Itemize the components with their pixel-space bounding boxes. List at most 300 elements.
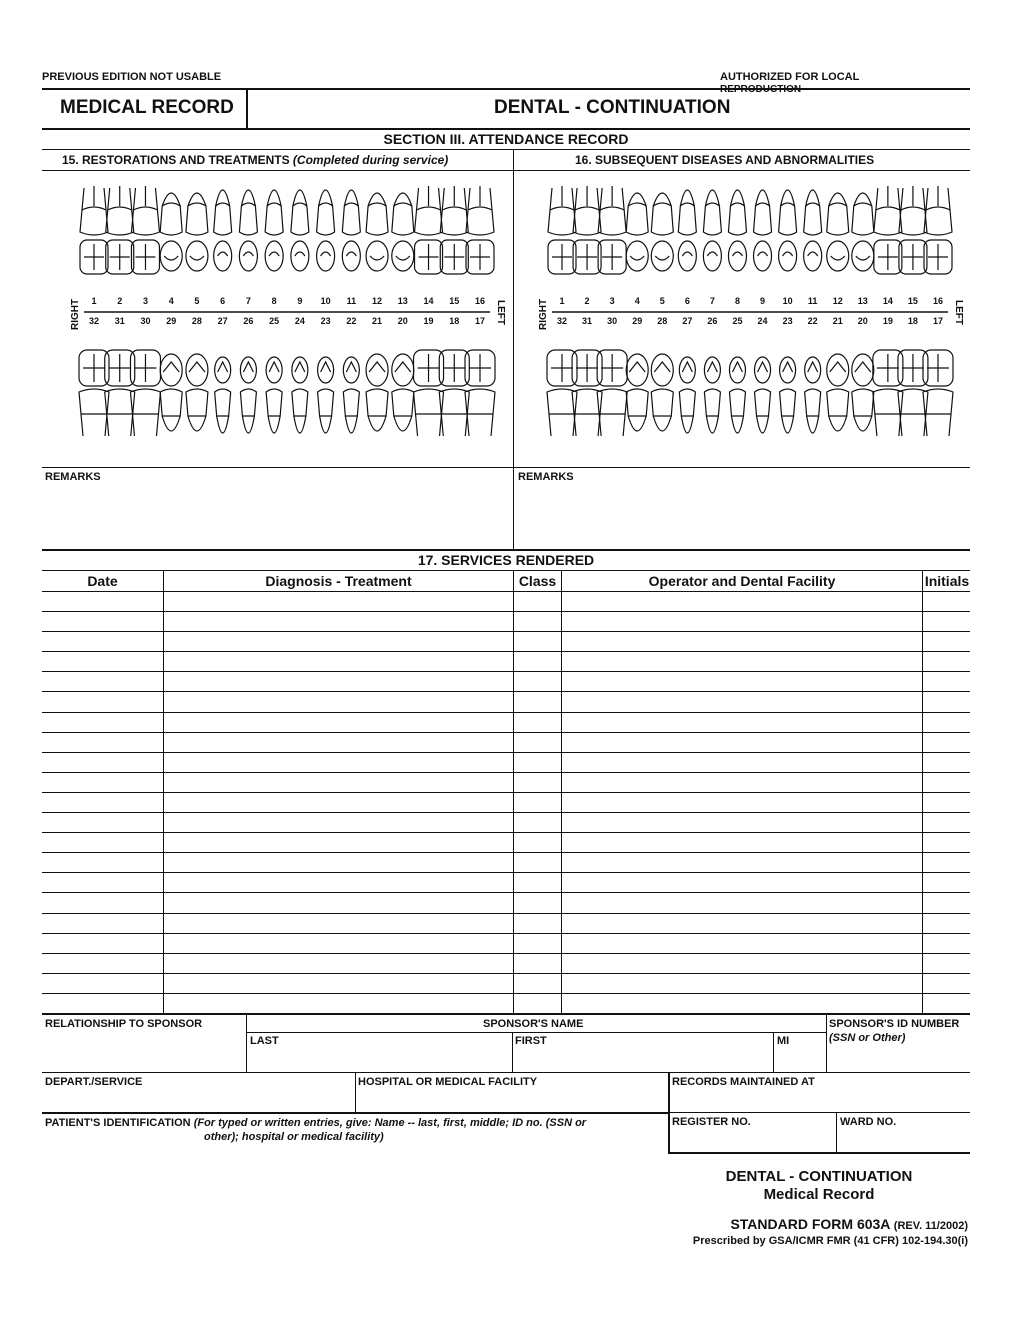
initials-cell[interactable]	[924, 612, 968, 630]
remarks-right-label: REMARKS	[518, 471, 574, 483]
class-cell[interactable]	[515, 652, 559, 670]
upper-crown	[366, 203, 388, 235]
class-cell[interactable]	[515, 974, 559, 992]
date-cell[interactable]	[44, 692, 161, 710]
occlusal-groove	[630, 256, 644, 260]
lower-crown	[392, 389, 414, 416]
date-cell[interactable]	[44, 974, 161, 992]
sponsor-id-field[interactable]	[829, 1046, 969, 1070]
initials-cell[interactable]	[924, 672, 968, 690]
class-cell[interactable]	[515, 793, 559, 811]
occlusal-groove	[682, 252, 692, 256]
upper-tooth-number: 4	[634, 296, 640, 306]
date-cell[interactable]	[44, 612, 161, 630]
initials-cell[interactable]	[924, 592, 968, 610]
incisal-mark	[269, 362, 279, 372]
occlusal-groove	[370, 256, 384, 260]
footer-rule-4	[668, 1152, 970, 1154]
col15-label-text: 15. RESTORATIONS AND TREATMENTS	[62, 153, 290, 167]
initials-cell[interactable]	[924, 833, 968, 851]
lower-root	[875, 414, 901, 436]
operator-cell[interactable]	[563, 592, 920, 610]
mi-label: MI	[777, 1035, 790, 1047]
upper-occlusal-tooth	[852, 241, 874, 271]
lower-tooth-number: 32	[556, 316, 568, 326]
date-cell[interactable]	[44, 672, 161, 690]
class-cell[interactable]	[515, 994, 559, 1012]
class-cell[interactable]	[515, 733, 559, 751]
incisal-mark	[243, 362, 253, 372]
upper-tooth-number: 9	[760, 296, 766, 306]
lower-root	[653, 416, 671, 431]
date-cell[interactable]	[44, 833, 161, 851]
class-cell[interactable]	[515, 954, 559, 972]
lower-root	[681, 416, 693, 433]
occlusal-groove	[269, 252, 279, 256]
class-cell[interactable]	[515, 914, 559, 932]
initials-cell[interactable]	[924, 954, 968, 972]
upper-tooth-number: 7	[709, 296, 715, 306]
lower-tooth-number: 28	[191, 316, 202, 326]
lower-tooth-number: 22	[346, 316, 357, 326]
initials-cell[interactable]	[924, 773, 968, 791]
date-cell[interactable]	[44, 954, 161, 972]
patient-id-note-2: other); hospital or medical facility)	[204, 1131, 384, 1143]
lower-crown	[704, 389, 720, 416]
class-cell[interactable]	[515, 853, 559, 871]
upper-occlusal-tooth	[827, 241, 849, 271]
lower-tooth-number: 24	[757, 316, 768, 326]
patient-id-label	[45, 1117, 586, 1129]
incisal-mark	[855, 362, 871, 372]
upper-occlusal-tooth	[754, 241, 772, 271]
operator-cell[interactable]	[563, 733, 920, 751]
upper-tooth-number: 11	[346, 296, 357, 306]
upper-tooth-number: 14	[423, 296, 434, 306]
incisal-mark	[163, 362, 179, 372]
lower-root	[368, 416, 386, 431]
upper-occlusal-tooth	[160, 241, 182, 271]
lower-occlusal-tooth	[366, 354, 388, 386]
lower-root	[574, 414, 600, 436]
upper-crown	[651, 203, 673, 235]
dental-chart-diseases[interactable]	[514, 172, 970, 464]
diagnosis-cell[interactable]	[165, 753, 511, 771]
upper-occlusal-tooth	[214, 241, 232, 271]
class-cell[interactable]	[515, 753, 559, 771]
class-cell[interactable]	[515, 713, 559, 731]
left-side-label: LEFT	[495, 300, 506, 325]
initials-cell[interactable]	[924, 974, 968, 992]
form-title: DENTAL - CONTINUATION	[494, 97, 731, 118]
upper-tooth-number: 15	[449, 296, 460, 306]
services-title: 17. SERVICES RENDERED	[417, 552, 595, 568]
operator-cell[interactable]	[563, 853, 920, 871]
upper-crown	[239, 203, 257, 235]
operator-cell[interactable]	[563, 974, 920, 992]
upper-occlusal-tooth	[186, 241, 208, 271]
class-cell[interactable]	[515, 632, 559, 650]
lower-tooth-number: 25	[732, 316, 743, 326]
services-top-rule	[42, 549, 970, 551]
incisal-mark	[189, 362, 205, 372]
upper-crown	[415, 207, 443, 235]
diagnosis-cell[interactable]	[165, 672, 511, 690]
remarks-top-rule	[42, 467, 970, 468]
lower-tooth-number: 17	[932, 316, 944, 326]
lower-tooth-number: 21	[832, 316, 843, 326]
operator-cell[interactable]	[563, 652, 920, 670]
lower-root	[188, 416, 206, 431]
upper-crown	[703, 203, 721, 235]
occlusal-groove	[243, 252, 253, 256]
operator-cell[interactable]	[563, 612, 920, 630]
class-cell[interactable]	[515, 893, 559, 911]
lower-tooth-number: 23	[320, 316, 331, 326]
date-cell[interactable]	[44, 632, 161, 650]
hospital-field[interactable]	[358, 1090, 665, 1110]
upper-tooth-number: 5	[659, 296, 665, 306]
upper-crown	[804, 203, 822, 235]
header-divider	[246, 89, 248, 129]
operator-cell[interactable]	[563, 692, 920, 710]
left-side-label: LEFT	[953, 300, 964, 325]
hospital-label: HOSPITAL OR MEDICAL FACILITY	[358, 1076, 538, 1088]
patient-id-field[interactable]	[44, 1148, 664, 1298]
initials-cell[interactable]	[924, 813, 968, 831]
upper-occlusal-tooth	[366, 241, 388, 271]
diagnosis-cell[interactable]	[165, 612, 511, 630]
initials-cell[interactable]	[924, 713, 968, 731]
operator-cell[interactable]	[563, 773, 920, 791]
date-cell[interactable]	[44, 773, 161, 791]
date-cell[interactable]	[44, 793, 161, 811]
lower-root	[731, 416, 743, 433]
upper-crown	[131, 207, 159, 235]
date-cell[interactable]	[44, 934, 161, 952]
footer-div-5	[355, 1072, 356, 1112]
lower-tooth-number: 18	[907, 316, 918, 326]
relationship-label: RELATIONSHIP TO SPONSOR	[45, 1018, 203, 1030]
lower-tooth-number: 20	[857, 316, 868, 326]
col-date-header: Date	[87, 573, 118, 589]
diagnosis-cell[interactable]	[165, 773, 511, 791]
diagnosis-cell[interactable]	[165, 813, 511, 831]
diagnosis-cell[interactable]	[165, 733, 511, 751]
footer-div-3	[773, 1032, 774, 1072]
lower-root	[394, 416, 412, 431]
lower-root	[925, 414, 951, 436]
diagnosis-cell[interactable]	[165, 632, 511, 650]
diagnosis-cell[interactable]	[165, 893, 511, 911]
register-label: REGISTER NO.	[672, 1116, 751, 1128]
initials-cell[interactable]	[924, 853, 968, 871]
class-cell[interactable]	[515, 934, 559, 952]
lower-tooth-number: 26	[243, 316, 254, 326]
upper-crown	[874, 207, 902, 235]
diagnosis-cell[interactable]	[165, 954, 511, 972]
lower-tooth-number: 28	[657, 316, 668, 326]
date-cell[interactable]	[44, 914, 161, 932]
initials-cell[interactable]	[924, 692, 968, 710]
class-cell[interactable]	[515, 612, 559, 630]
incisal-mark	[758, 362, 768, 372]
date-cell[interactable]	[44, 853, 161, 871]
class-cell[interactable]	[515, 692, 559, 710]
depart-field[interactable]	[44, 1090, 352, 1110]
date-cell[interactable]	[44, 733, 161, 751]
upper-crown	[317, 203, 335, 235]
class-cell[interactable]	[515, 813, 559, 831]
initials-cell[interactable]	[924, 793, 968, 811]
upper-tooth-number: 6	[684, 296, 690, 306]
lower-crown	[755, 389, 771, 416]
lower-root	[854, 416, 872, 431]
diagnosis-cell[interactable]	[165, 713, 511, 731]
upper-tooth-number: 2	[117, 296, 123, 306]
upper-tooth-number: 1	[91, 296, 97, 306]
lower-root	[416, 414, 442, 436]
upper-tooth-number: 7	[245, 296, 251, 306]
standard-form-number: STANDARD FORM 603A	[730, 1216, 890, 1232]
first-name-label: FIRST	[515, 1035, 547, 1047]
operator-cell[interactable]	[563, 753, 920, 771]
records-field[interactable]	[672, 1090, 968, 1110]
lower-root	[294, 416, 306, 433]
footer-div-4	[826, 1014, 827, 1072]
upper-crown	[440, 207, 468, 235]
lower-tooth-number: 19	[423, 316, 434, 326]
incisal-mark	[783, 362, 793, 372]
col15-label	[62, 153, 448, 167]
upper-tooth-number: 1	[559, 296, 565, 306]
first-name-field[interactable]	[515, 1050, 770, 1070]
initials-cell[interactable]	[924, 733, 968, 751]
initials-cell[interactable]	[924, 753, 968, 771]
occlusal-groove	[218, 252, 228, 256]
operator-cell[interactable]	[563, 914, 920, 932]
class-cell[interactable]	[515, 592, 559, 610]
lower-root	[217, 416, 229, 433]
occlusal-groove	[164, 256, 178, 260]
initials-cell[interactable]	[924, 632, 968, 650]
footer-div-2	[512, 1032, 513, 1072]
initials-cell[interactable]	[924, 652, 968, 670]
operator-cell[interactable]	[563, 713, 920, 731]
lower-root	[107, 414, 133, 436]
date-cell[interactable]	[44, 994, 161, 1012]
initials-cell[interactable]	[924, 873, 968, 891]
incisal-mark	[830, 362, 846, 372]
incisal-mark	[395, 362, 411, 372]
footer-rule-3	[42, 1112, 668, 1114]
header-bottom-rule	[42, 128, 970, 130]
lower-root	[242, 416, 254, 433]
footer-top-rule	[42, 1013, 970, 1015]
incisal-mark	[369, 362, 385, 372]
col-class-header: Class	[518, 573, 557, 589]
remarks-right-field[interactable]	[516, 486, 968, 546]
incisal-mark	[218, 362, 228, 372]
diagnosis-cell[interactable]	[165, 914, 511, 932]
upper-crown	[342, 203, 360, 235]
operator-cell[interactable]	[563, 793, 920, 811]
operator-cell[interactable]	[563, 893, 920, 911]
last-name-field[interactable]	[250, 1050, 508, 1070]
occlusal-groove	[856, 256, 870, 260]
initials-cell[interactable]	[924, 914, 968, 932]
occlusal-groove	[732, 252, 742, 256]
footer-div-6	[668, 1072, 670, 1154]
upper-tooth-number: 13	[397, 296, 408, 306]
occlusal-groove	[808, 252, 818, 256]
lower-crown	[651, 389, 673, 416]
operator-cell[interactable]	[563, 632, 920, 650]
footer-rule-2	[42, 1072, 970, 1073]
upper-occlusal-tooth	[265, 241, 283, 271]
initials-cell[interactable]	[924, 893, 968, 911]
lower-crown	[852, 389, 874, 416]
date-cell[interactable]	[44, 753, 161, 771]
diagnosis-cell[interactable]	[165, 833, 511, 851]
chart-top-rule	[42, 170, 970, 171]
upper-crown	[598, 207, 626, 235]
footer-rule-3b	[668, 1112, 970, 1113]
diagnosis-cell[interactable]	[165, 692, 511, 710]
lower-crown	[240, 389, 256, 416]
operator-cell[interactable]	[563, 994, 920, 1012]
date-cell[interactable]	[44, 713, 161, 731]
col16-label: 16. SUBSEQUENT DISEASES AND ABNORMALITIES	[575, 153, 875, 167]
date-cell[interactable]	[44, 873, 161, 891]
lower-occlusal-tooth	[651, 354, 673, 386]
upper-tooth-number: 4	[168, 296, 174, 306]
lower-tooth-number: 25	[269, 316, 280, 326]
col15-note: (Completed during service)	[292, 153, 449, 167]
upper-crown	[728, 203, 746, 235]
lower-occlusal-tooth	[186, 354, 208, 386]
lower-root	[549, 414, 575, 436]
dental-chart-restorations[interactable]	[42, 172, 512, 464]
lower-crown	[366, 389, 388, 416]
upper-crown	[754, 203, 772, 235]
standard-form-line	[730, 1216, 968, 1232]
lower-root	[599, 414, 625, 436]
operator-cell[interactable]	[563, 833, 920, 851]
upper-occlusal-tooth	[678, 241, 696, 271]
upper-tooth-number: 13	[857, 296, 868, 306]
sponsor-name-rule	[246, 1032, 826, 1033]
lower-occlusal-tooth	[852, 354, 874, 386]
last-name-label: LAST	[250, 1035, 279, 1047]
operator-cell[interactable]	[563, 813, 920, 831]
ward-field[interactable]	[840, 1130, 968, 1150]
previous-edition-note: PREVIOUS EDITION NOT USABLE	[42, 71, 222, 83]
diagnosis-cell[interactable]	[165, 873, 511, 891]
register-field[interactable]	[672, 1130, 832, 1150]
upper-tooth-number: 3	[142, 296, 148, 306]
occlusal-groove	[346, 252, 356, 256]
lower-tooth-number: 31	[582, 316, 593, 326]
lower-crown	[626, 389, 648, 416]
diagnosis-cell[interactable]	[165, 994, 511, 1012]
upper-occlusal-tooth	[291, 241, 309, 271]
lower-tooth-number: 29	[632, 316, 643, 326]
header-top-rule	[42, 88, 970, 90]
lower-tooth-number: 27	[682, 316, 693, 326]
lower-tooth-number: 20	[397, 316, 408, 326]
diagnosis-cell[interactable]	[165, 652, 511, 670]
operator-cell[interactable]	[563, 954, 920, 972]
lower-occlusal-tooth	[626, 354, 648, 386]
class-cell[interactable]	[515, 833, 559, 851]
lower-tooth-number: 17	[474, 316, 486, 326]
occlusal-groove	[396, 256, 410, 260]
lower-crown	[805, 389, 821, 416]
relationship-field[interactable]	[44, 1030, 244, 1070]
operator-cell[interactable]	[563, 672, 920, 690]
occlusal-groove	[321, 252, 331, 256]
diagnosis-cell[interactable]	[165, 853, 511, 871]
date-cell[interactable]	[44, 592, 161, 610]
depart-label: DEPART./SERVICE	[45, 1076, 143, 1088]
services-title-rule	[42, 570, 970, 571]
authorized-note: AUTHORIZED FOR LOCAL	[720, 71, 860, 83]
class-cell[interactable]	[515, 873, 559, 891]
diagnosis-cell[interactable]	[165, 934, 511, 952]
mi-field[interactable]	[776, 1050, 824, 1070]
diagnosis-cell[interactable]	[165, 592, 511, 610]
incisal-mark	[682, 362, 692, 372]
operator-cell[interactable]	[563, 934, 920, 952]
initials-cell[interactable]	[924, 934, 968, 952]
lower-crown	[160, 389, 182, 416]
lower-root	[706, 416, 718, 433]
lower-tooth-number: 27	[217, 316, 228, 326]
date-cell[interactable]	[44, 652, 161, 670]
lower-root	[132, 414, 158, 436]
lower-tooth-number: 30	[140, 316, 151, 326]
date-cell[interactable]	[44, 813, 161, 831]
upper-occlusal-tooth	[342, 241, 360, 271]
operator-cell[interactable]	[563, 873, 920, 891]
lower-root	[900, 414, 926, 436]
remarks-left-field[interactable]	[44, 486, 510, 546]
diagnosis-cell[interactable]	[165, 974, 511, 992]
upper-tooth-number: 8	[271, 296, 277, 306]
lower-occlusal-tooth	[827, 354, 849, 386]
initials-cell[interactable]	[924, 994, 968, 1012]
upper-crown	[160, 203, 182, 235]
class-cell[interactable]	[515, 672, 559, 690]
lower-tooth-number: 24	[294, 316, 305, 326]
lower-occlusal-tooth	[160, 354, 182, 386]
incisal-mark	[732, 362, 742, 372]
lower-crown	[266, 389, 282, 416]
lower-root	[162, 416, 180, 431]
occlusal-groove	[758, 252, 768, 256]
prescribed-line: Prescribed by GSA/ICMR FMR (41 CFR) 102-194.30(i)	[692, 1235, 968, 1247]
remarks-left-label: REMARKS	[45, 471, 101, 483]
upper-crown	[548, 207, 576, 235]
class-cell[interactable]	[515, 773, 559, 791]
diagnosis-cell[interactable]	[165, 793, 511, 811]
date-cell[interactable]	[44, 893, 161, 911]
lower-root	[628, 416, 646, 431]
occlusal-groove	[831, 256, 845, 260]
occlusal-groove	[655, 256, 669, 260]
upper-tooth-number: 16	[474, 296, 486, 306]
